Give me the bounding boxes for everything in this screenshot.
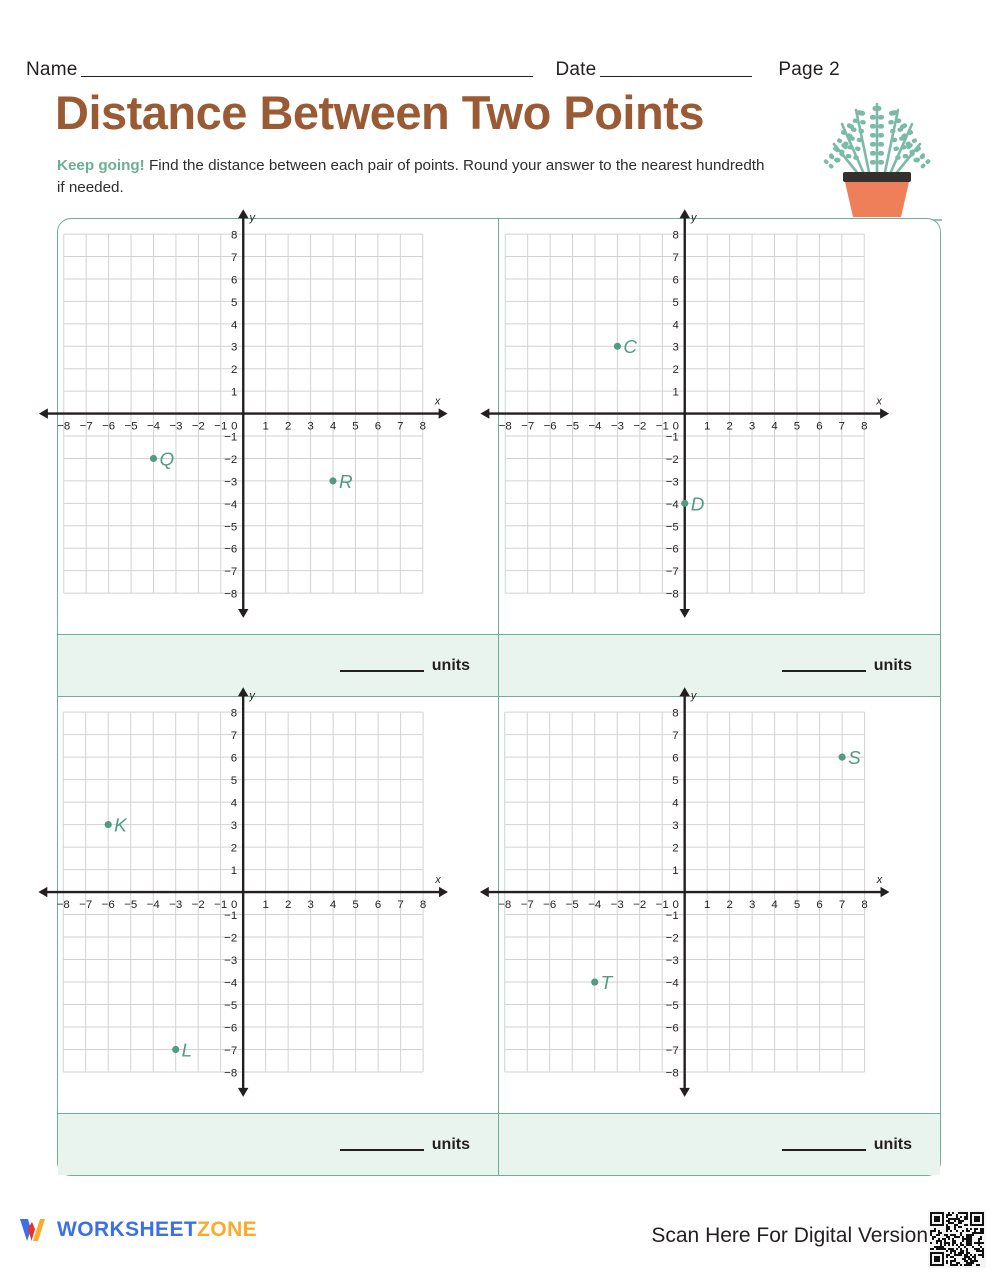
x-tick-label: −8	[57, 420, 71, 433]
x-tick-label: −7	[79, 420, 93, 433]
x-tick-label: −8	[56, 898, 70, 911]
x-tick-label: 8	[419, 898, 427, 911]
x-tick-label: −8	[498, 898, 512, 911]
x-tick-label: 7	[397, 898, 404, 911]
answer-band-3	[58, 1113, 498, 1175]
plotted-point	[172, 1040, 192, 1061]
axes	[38, 687, 448, 1097]
point-label: D	[690, 493, 705, 515]
x-tick-label: −3	[610, 898, 624, 911]
x-tick-label: 6	[374, 420, 382, 433]
brand-zone: ZONE	[197, 1218, 258, 1241]
x-tick-label: −1	[655, 898, 669, 911]
y-tick-label: 4	[672, 797, 679, 810]
y-tick-label: −5	[665, 521, 679, 534]
y-tick-label: 6	[230, 274, 238, 287]
y-tick-label: 6	[230, 752, 238, 765]
y-tick-label: 3	[672, 820, 679, 833]
y-tick-label: 1	[672, 865, 679, 878]
y-tick-label: −7	[224, 566, 238, 579]
graph-area-1	[57, 212, 498, 634]
x-tick-label: 6	[816, 898, 823, 911]
x-tick-label: 2	[284, 420, 292, 433]
y-tick-label: −7	[224, 1044, 238, 1057]
y-tick-label: 2	[230, 842, 238, 855]
date-label: Date	[555, 59, 597, 80]
y-tick-label: 1	[230, 865, 238, 878]
name-blank-line[interactable]	[81, 76, 533, 77]
x-axis-label: x	[435, 874, 441, 887]
worksheet-zone-brand[interactable]	[18, 1216, 257, 1244]
x-tick-label: 5	[352, 420, 359, 433]
y-tick-label: 4	[230, 319, 238, 332]
x-tick-label: −7	[520, 898, 534, 911]
y-tick-label: −2	[665, 932, 679, 945]
x-tick-label: 2	[284, 898, 292, 911]
x-tick-label: −6	[101, 898, 115, 911]
x-tick-label: −3	[169, 420, 183, 433]
x-tick-label: −2	[191, 898, 205, 911]
problem-cell-4	[498, 690, 940, 1175]
y-tick-label: 6	[672, 274, 679, 287]
date-blank-line[interactable]	[600, 76, 752, 77]
y-tick-label: −8	[224, 588, 238, 601]
y-tick-label: −5	[224, 521, 238, 534]
answer-units-label-4: units	[873, 1135, 912, 1153]
y-tick-label: 8	[672, 707, 679, 720]
x-tick-label: −2	[633, 420, 647, 433]
y-tick-label: 3	[672, 341, 679, 354]
x-tick-label: 5	[352, 898, 359, 911]
point-label: S	[848, 748, 861, 770]
instructions	[57, 155, 767, 198]
y-tick-label: −2	[224, 932, 238, 945]
y-tick-label: 8	[672, 229, 679, 242]
y-axis-label: y	[249, 212, 255, 225]
y-tick-label: −7	[665, 566, 679, 579]
coordinate-plane-4[interactable]	[498, 690, 940, 1113]
x-tick-label: −7	[521, 420, 535, 433]
x-tick-label: −4	[146, 898, 160, 911]
x-tick-label: 1	[703, 898, 711, 911]
point-label: K	[114, 815, 127, 837]
axes	[480, 209, 889, 618]
axes	[480, 687, 890, 1097]
answer-band-2	[499, 634, 940, 696]
x-tick-label: −2	[633, 898, 647, 911]
y-tick-label: −5	[665, 1000, 679, 1012]
instructions-lead: Keep going!	[57, 157, 145, 174]
point-marker	[329, 477, 336, 484]
y-tick-label: −2	[665, 453, 679, 466]
point-marker	[150, 455, 157, 462]
x-tick-label: 4	[329, 420, 337, 433]
point-label: Q	[159, 448, 175, 470]
x-tick-label: −8	[498, 420, 512, 433]
problem-cell-3	[56, 690, 499, 1175]
x-tick-label: 8	[419, 420, 426, 433]
x-tick-label: 1	[704, 420, 711, 433]
answer-units-label-3: units	[431, 1135, 470, 1153]
x-tick-label: 3	[307, 898, 314, 911]
point-label: L	[181, 1040, 193, 1062]
x-tick-label: −7	[79, 898, 93, 911]
y-tick-label: 1	[230, 386, 238, 399]
x-tick-label: 2	[726, 420, 733, 433]
y-tick-label: −5	[224, 1000, 238, 1012]
y-tick-label: −4	[224, 977, 238, 990]
y-tick-label: −6	[224, 543, 238, 556]
answer-units-label-2: units	[873, 656, 912, 674]
x-tick-label: −2	[191, 420, 205, 433]
y-tick-label: −8	[224, 1067, 238, 1080]
x-tick-label: 8	[861, 898, 868, 911]
x-tick-label: 0	[231, 420, 238, 433]
page-title: Distance Between Two Points	[55, 86, 704, 139]
x-tick-label: 5	[793, 420, 801, 433]
y-tick-label: 8	[230, 707, 238, 720]
x-tick-label: −1	[655, 420, 669, 433]
y-tick-label: −4	[665, 498, 679, 511]
y-axis-label: y	[690, 212, 697, 225]
y-tick-label: 7	[672, 251, 679, 264]
x-tick-label: 1	[262, 898, 269, 911]
x-axis-label: x	[876, 874, 883, 887]
answer-blank-4[interactable]	[782, 1139, 866, 1151]
potted-plant-icon	[812, 82, 942, 222]
x-tick-label: 3	[748, 898, 756, 911]
y-tick-label: 3	[230, 820, 238, 833]
x-tick-label: −3	[610, 420, 624, 433]
x-tick-label: −5	[124, 420, 138, 433]
y-tick-label: −6	[224, 1022, 238, 1035]
x-tick-label: −6	[102, 420, 116, 433]
x-tick-label: −5	[124, 898, 138, 911]
point-marker	[614, 343, 621, 350]
x-tick-label: 6	[374, 898, 382, 911]
x-tick-label: −5	[566, 420, 580, 433]
y-tick-label: 6	[672, 752, 679, 765]
y-tick-label: 7	[230, 730, 238, 743]
point-marker	[105, 821, 112, 828]
x-tick-label: −6	[543, 420, 557, 433]
y-tick-label: −4	[665, 977, 679, 990]
y-tick-label: −3	[665, 476, 679, 489]
x-tick-label: −4	[588, 898, 602, 911]
x-tick-label: 7	[838, 420, 845, 433]
x-tick-label: 0	[231, 898, 238, 911]
y-tick-label: −1	[665, 431, 679, 444]
x-tick-label: −1	[214, 420, 228, 433]
y-tick-label: −1	[224, 431, 238, 444]
coordinate-plane-2[interactable]	[498, 212, 940, 634]
y-tick-label: −6	[665, 543, 679, 556]
y-tick-label: −2	[224, 453, 238, 466]
point-marker	[172, 1046, 179, 1053]
coordinate-plane-3[interactable]	[56, 690, 498, 1113]
answer-blank-2[interactable]	[782, 660, 866, 672]
x-tick-label: −3	[169, 898, 183, 911]
x-tick-label: 2	[726, 898, 733, 911]
x-tick-label: 6	[816, 420, 823, 433]
point-marker	[681, 500, 688, 507]
answer-blank-1[interactable]	[340, 660, 424, 672]
x-tick-label: 0	[672, 420, 679, 433]
y-tick-label: 5	[230, 775, 238, 788]
instructions-body: Find the distance between each pair of points. Round your answer to the nearest hundredth if needed.	[57, 157, 765, 196]
qr-code-icon[interactable]	[928, 1210, 986, 1268]
y-tick-label: 2	[672, 842, 679, 855]
y-tick-label: 7	[230, 251, 238, 264]
x-tick-label: −6	[543, 898, 557, 911]
name-label: Name	[26, 59, 78, 80]
y-tick-label: 5	[230, 296, 238, 309]
x-tick-label: 8	[861, 420, 868, 433]
y-tick-label: −6	[665, 1022, 679, 1035]
x-tick-label: 5	[793, 898, 801, 911]
problem-cell-1	[57, 212, 499, 697]
brand-worksheet: WORKSHEET	[57, 1218, 198, 1241]
point-label: C	[623, 336, 638, 358]
x-tick-label: −5	[565, 898, 579, 911]
x-tick-label: 4	[329, 898, 337, 911]
y-tick-label: −8	[665, 588, 679, 601]
axes	[39, 209, 448, 618]
y-tick-label: 5	[672, 296, 679, 309]
y-axis-label: y	[249, 690, 255, 703]
y-tick-label: 8	[230, 229, 238, 242]
x-tick-label: 7	[397, 420, 404, 433]
answer-units-label-1: units	[431, 656, 470, 674]
y-tick-label: −8	[665, 1067, 679, 1080]
x-tick-label: 3	[748, 420, 756, 433]
y-axis-label: y	[690, 690, 697, 703]
y-tick-label: 2	[672, 364, 679, 377]
graph-area-2	[498, 212, 940, 634]
graph-area-3	[56, 690, 498, 1113]
x-tick-label: −4	[588, 420, 602, 433]
x-axis-label: x	[876, 395, 882, 408]
x-tick-label: 3	[307, 420, 314, 433]
y-tick-label: −3	[224, 955, 238, 968]
scan-prompt-text: Scan Here For Digital Version	[651, 1224, 928, 1247]
problems-panel	[56, 212, 941, 1176]
x-tick-label: 4	[771, 420, 778, 433]
y-tick-label: 4	[230, 797, 238, 810]
page-footer	[0, 1196, 1000, 1279]
y-tick-label: 1	[672, 386, 679, 399]
point-label: R	[338, 470, 353, 492]
point-label: T	[600, 972, 613, 994]
x-tick-label: 1	[262, 420, 269, 433]
answer-band-4	[499, 1113, 940, 1175]
y-tick-label: 2	[230, 364, 238, 377]
x-tick-label: 0	[672, 898, 679, 911]
answer-band-1	[58, 634, 498, 696]
y-tick-label: −3	[665, 955, 679, 968]
x-tick-label: −4	[146, 420, 161, 433]
graph-area-4	[498, 690, 940, 1113]
y-tick-label: −1	[224, 910, 238, 923]
x-tick-label: 4	[771, 898, 778, 911]
y-tick-label: −3	[224, 476, 238, 489]
y-tick-label: −4	[224, 498, 238, 511]
problem-cell-2	[498, 212, 940, 697]
y-tick-label: −1	[665, 910, 679, 923]
point-marker	[839, 754, 846, 761]
y-tick-label: 7	[672, 730, 679, 743]
y-tick-label: 3	[230, 341, 238, 354]
y-tick-label: 4	[672, 319, 679, 332]
page-number-label: Page 2	[778, 59, 840, 80]
x-tick-label: −1	[214, 898, 228, 911]
brand-text	[57, 1218, 257, 1242]
problems-grid	[56, 212, 940, 1175]
worksheet-zone-logo-icon	[18, 1216, 48, 1244]
x-tick-label: 7	[838, 898, 846, 911]
answer-blank-3[interactable]	[340, 1139, 424, 1151]
x-axis-label: x	[434, 395, 441, 408]
name-date-row	[26, 52, 974, 82]
coordinate-plane-1[interactable]	[57, 212, 498, 634]
y-tick-label: 5	[672, 775, 679, 788]
y-tick-label: −7	[665, 1044, 679, 1057]
point-marker	[591, 978, 598, 985]
